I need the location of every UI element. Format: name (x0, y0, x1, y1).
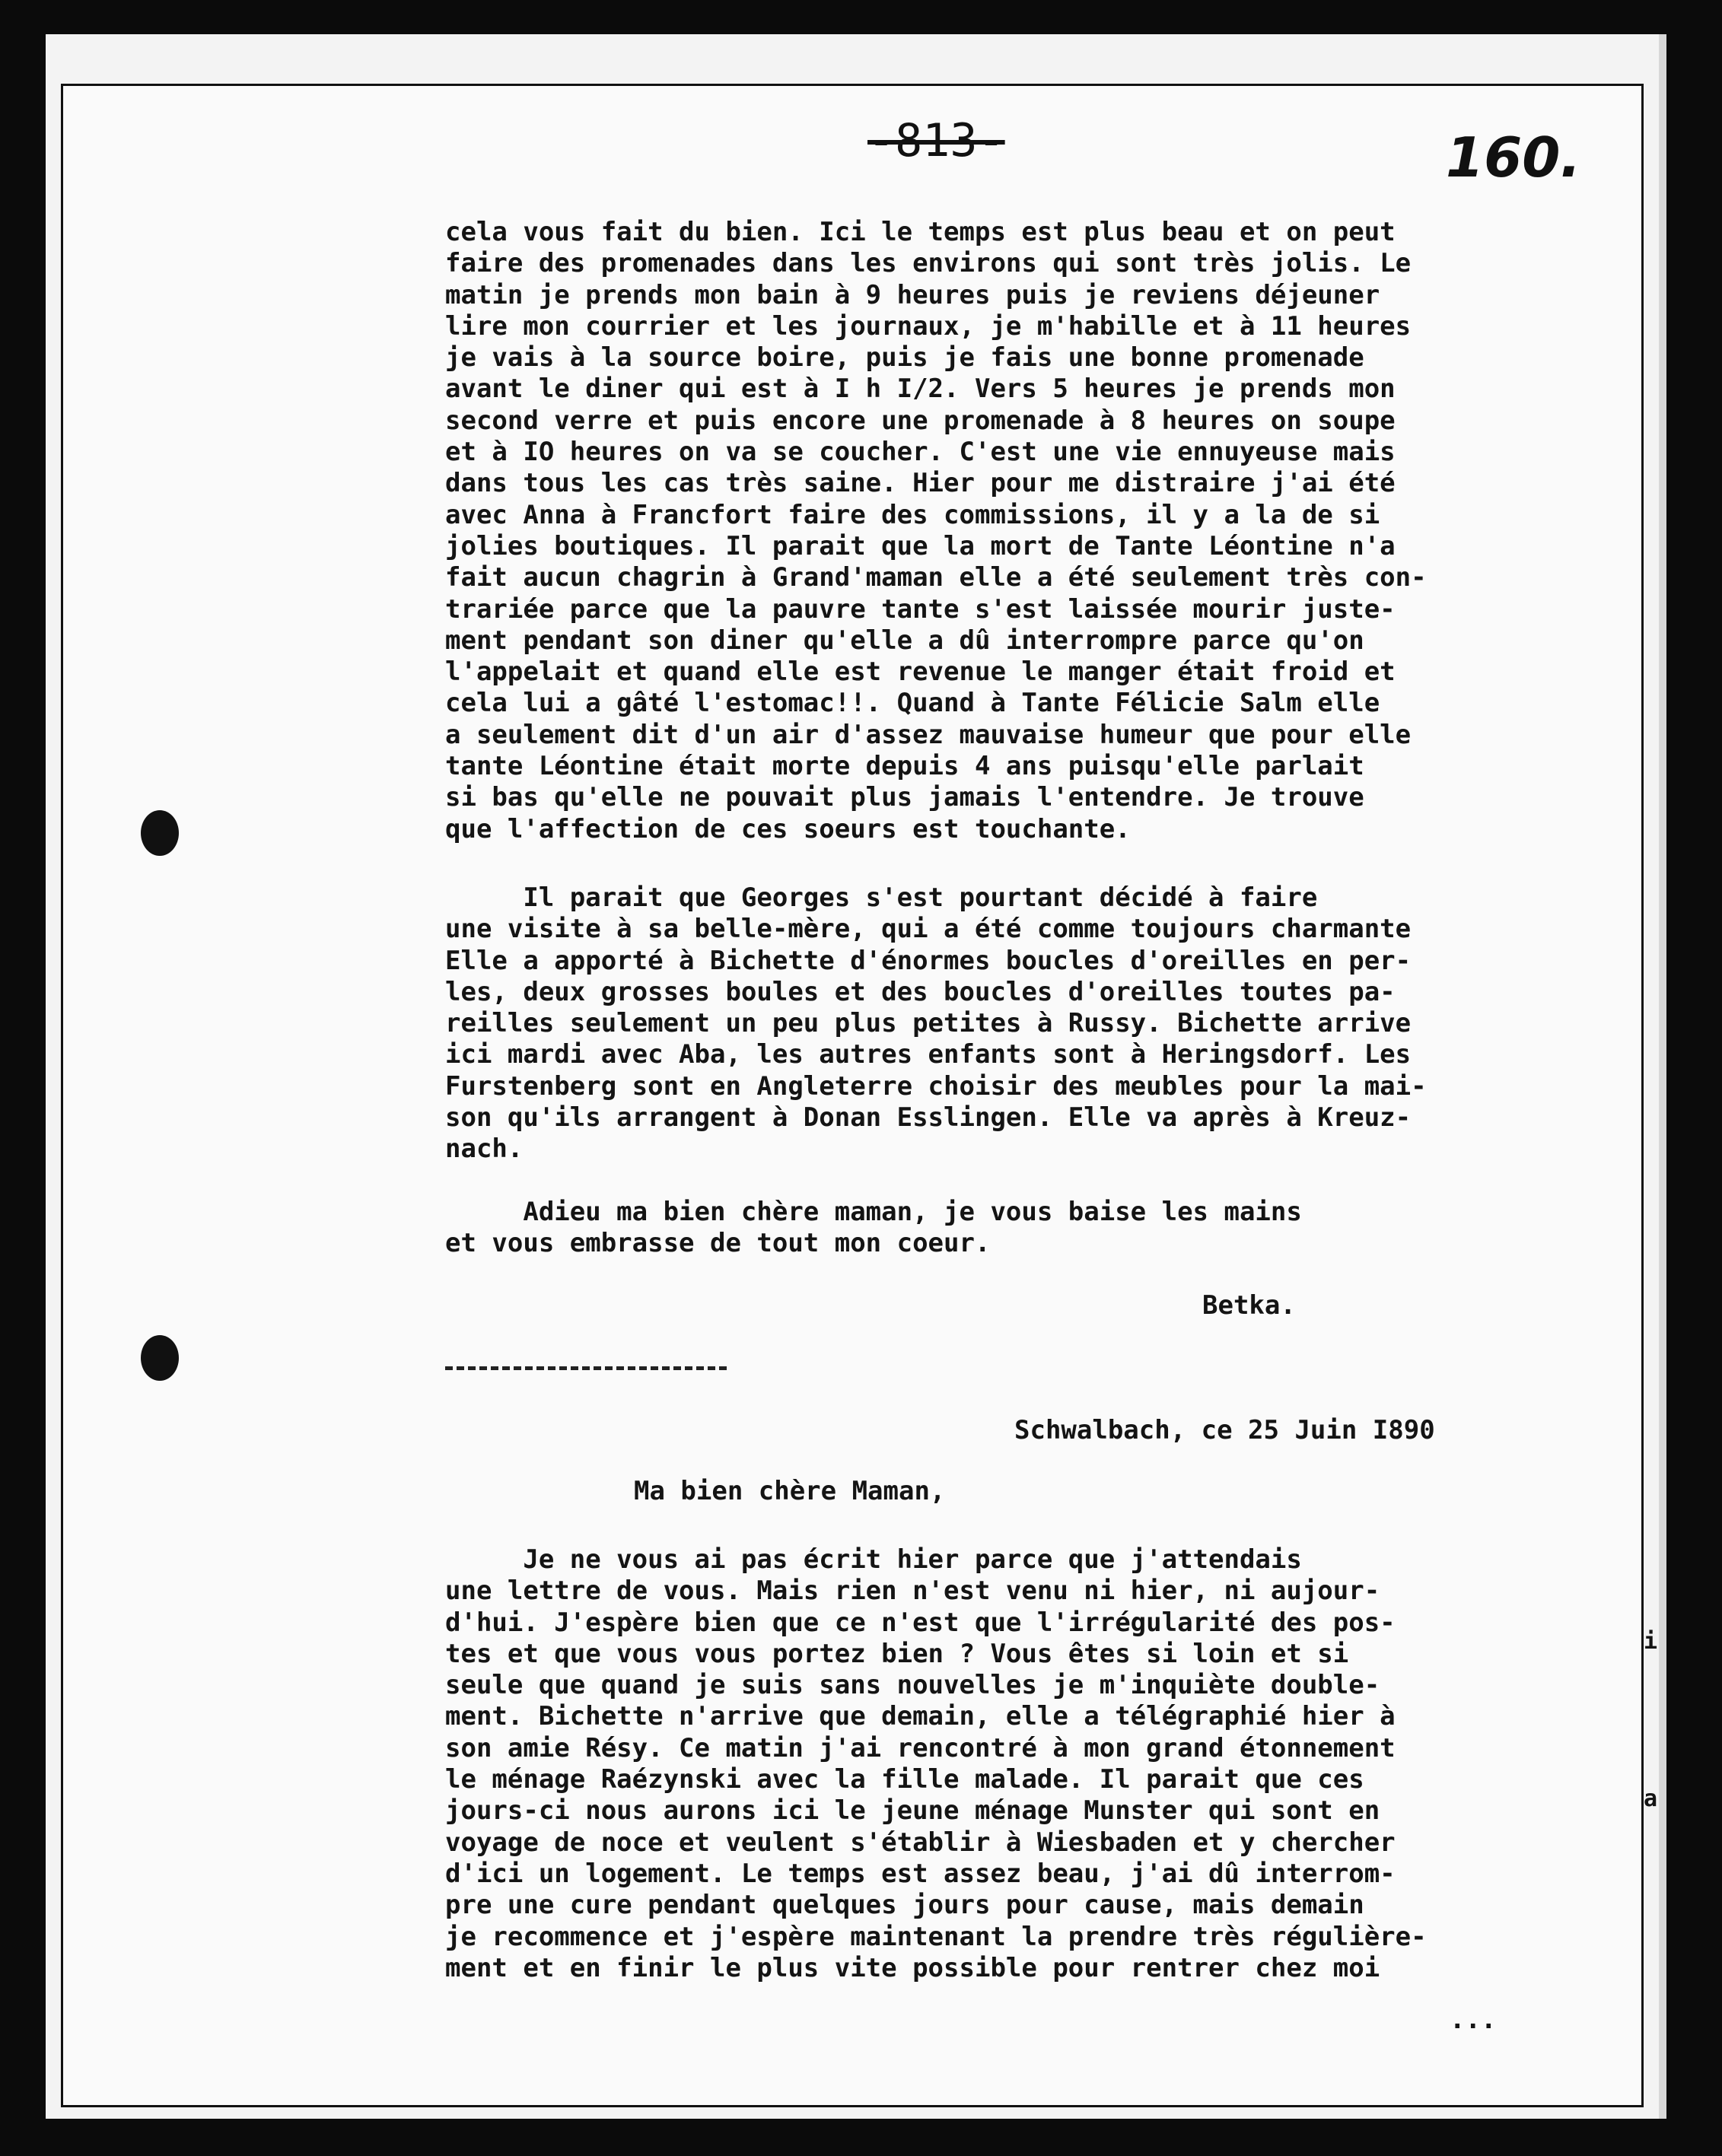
separator-line (445, 1366, 727, 1370)
old-page-number: -813- (867, 114, 1005, 167)
letter2-body: Je ne vous ai pas écrit hier parce que j'attendais une lettre de vous. Mais rien n'est venu ni hier, ni aujour- d'hui. J'espère bien que ce n'est que l'irrégularité des pos- tes et que vous vous portez bien ? Vous êtes si loin et si seule que quand je suis sans nouvelles je m'inquiète double- ment. Bichette n'arrive que demain, elle a télégraphié hier à son amie Résy. Ce matin j'ai rencontré à mon grand étonnement le ménage Raézynski avec la fille malade. Il parait que ces jours-ci nous aurons ici le jeune ménage Munster qui sont en voyage de noce et veulent s'établir à Wiesbaden et y chercher d'ici un logement. Le temps est assez beau, j'ai dû interrom- pre une cure pendant quelques jours pour cause, mais demain je recommence et j'espère maintenant la prendre très régulière- ment et en finir le plus vite possible pour rentrer chez moi (445, 1544, 1427, 1983)
letter1-closing: Adieu ma bien chère maman, je vous baise les mains et vous embrasse de tout mon coeur. (445, 1197, 1302, 1259)
signature: Betka. (1202, 1290, 1296, 1321)
page-number: 160. (1446, 126, 1581, 189)
letter1-paragraph-1: cela vous fait du bien. Ici le temps est plus beau et on peut faire des promenades dans les environs qui sont très jolis. Le matin je prends mon bain à 9 heures puis je reviens déjeuner lire mon courrier et les journaux, je m'habille et à 11 heures je vais à la source boire, puis je fais une bonne promenade avant le diner qui est à I h I/2. Vers 5 heures je prends mon second verre et puis encore une promenade à 8 heures on soupe et à IO heures on va se coucher. C'est une vie ennuyeuse mais dans tous les cas très saine. Hier pour me distraire j'ai été avec Anna à Francfort faire des commissions, il y a la de si jolies boutiques. Il parait que la mort de Tante Léontine n'a fait aucun chagrin à Grand'maman elle a été seulement très con- trariée parce que la pauvre tante s'est laissée mourir juste- ment pendant son diner qu'elle a dû interrompre parce qu'on l'appelait et quand elle est revenue le manger était froid et cela lui a gâté l'estomac!!. Quand à Tante Félicie Salm elle a seulement dit d'un air d'assez mauvaise humeur que pour elle tante Léontine était morte depuis 4 ans puisqu'elle parlait si bas qu'elle ne pouvait plus jamais l'entendre. Je trouve que l'affection de ces soeurs est touchante. (445, 217, 1427, 844)
letter2-greeting: Ma bien chère Maman, (634, 1476, 946, 1506)
letter2-date: Schwalbach, ce 25 Juin I890 (1014, 1415, 1435, 1445)
continuation-ellipsis: ... (1450, 2005, 1497, 2035)
letter1-paragraph-2: Il parait que Georges s'est pourtant décidé à faire une visite à sa belle-mère, qui a été comme toujours charmante Elle a apporté à Bichette d'énormes boucles d'oreilles en per- les, deux grosses boules et des boucles d'oreilles toutes pa- reilles seulement un peu plus petites à Russy. Bichette arrive ici mardi avec Aba, les autres enfants sont à Heringsdorf. Les Furstenberg sont en Angleterre choisir des meubles pour la mai- son qu'ils arrangent à Donan Esslingen. Elle va après à Kreuz- nach. (445, 882, 1427, 1165)
margin-letter: a (1644, 1786, 1658, 1812)
punch-hole (141, 810, 179, 856)
margin-letter: i (1644, 1628, 1658, 1655)
punch-hole (141, 1335, 179, 1381)
